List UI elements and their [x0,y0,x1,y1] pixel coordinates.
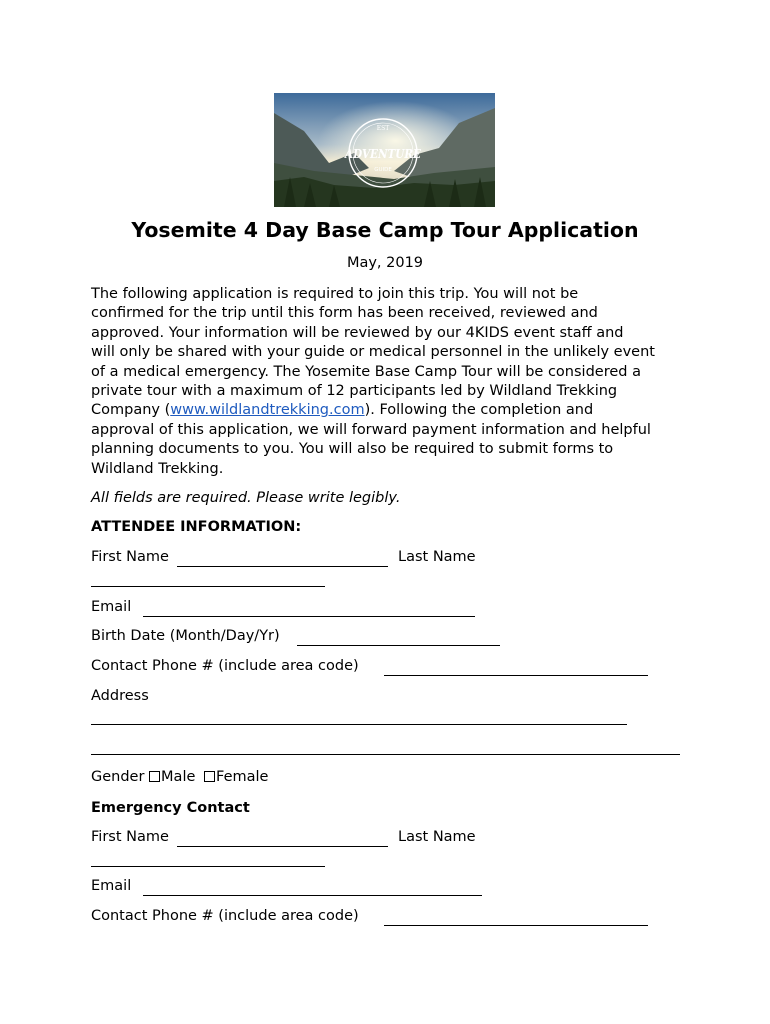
attendee-birth-date-label: Birth Date (Month/Day/Yr) [91,628,280,644]
intro-line: approved. Your information will be reviewed by our 4KIDS event staff and [91,324,624,341]
adventure-guide-logo [274,93,495,207]
intro-paragraph [91,285,691,479]
intro-line: will only be shared with your guide or medical personnel in the unlikely event [91,344,655,361]
gender-label: Gender [91,769,145,785]
emergency-phone-label: Contact Phone # (include area code) [91,908,359,924]
emergency-last-name-field[interactable] [91,866,325,867]
attendee-first-name-field[interactable] [177,566,388,567]
emergency-first-name-label: First Name [91,829,169,845]
attendee-phone-label: Contact Phone # (include area code) [91,658,359,674]
emergency-heading: Emergency Contact [91,800,250,816]
attendee-last-name-label: Last Name [398,549,476,565]
attendee-address-line-2[interactable] [91,754,680,755]
intro-company-prefix: Company ( [91,402,171,419]
logo-sub-text: GUIDE [374,167,392,173]
required-note: All fields are required. Please write legibly. [91,490,401,506]
attendee-address-label: Address [91,688,149,704]
intro-line-company [91,401,691,420]
emergency-phone-field[interactable] [384,925,648,926]
attendee-address-line-1[interactable] [91,724,627,725]
intro-line: planning documents to you. You will also be required to submit forms to [91,441,614,458]
attendee-last-name-field[interactable] [91,586,325,587]
gender-female-label: Female [216,769,269,785]
gender-row [91,769,268,785]
page-title: Yosemite 4 Day Base Camp Tour Application [131,218,639,242]
attendee-first-name-label: First Name [91,549,169,565]
gender-male-label: Male [161,769,196,785]
intro-line: of a medical emergency. The Yosemite Base Camp Tour will be considered a [91,363,641,380]
attendee-email-label: Email [91,599,132,615]
wildland-trekking-link[interactable]: www.wildlandtrekking.com [170,402,365,419]
emergency-email-field[interactable] [143,895,482,896]
gender-female-checkbox[interactable] [204,771,215,782]
intro-line: The following application is required to join this trip. You will not be [91,286,579,302]
document-date: May, 2019 [346,255,424,271]
attendee-phone-field[interactable] [384,675,648,676]
intro-company-suffix: ). Following the completion and [364,402,594,419]
gender-male-checkbox[interactable] [149,771,160,782]
intro-line: Wildland Trekking. [91,460,224,477]
logo-brand-text: ADVENTURE [344,147,422,161]
attendee-heading: ATTENDEE INFORMATION: [91,519,302,535]
emergency-first-name-field[interactable] [177,846,388,847]
emergency-email-label: Email [91,878,132,894]
logo-top-text: EST [376,125,390,132]
attendee-email-field[interactable] [143,616,475,617]
intro-line: confirmed for the trip until this form has been received, reviewed and [91,305,598,322]
emergency-last-name-label: Last Name [398,829,476,845]
intro-line: approval of this application, we will forward payment information and helpful [91,421,651,438]
intro-line: private tour with a maximum of 12 participants led by Wildland Trekking [91,383,618,400]
attendee-birth-date-field[interactable] [297,645,500,646]
